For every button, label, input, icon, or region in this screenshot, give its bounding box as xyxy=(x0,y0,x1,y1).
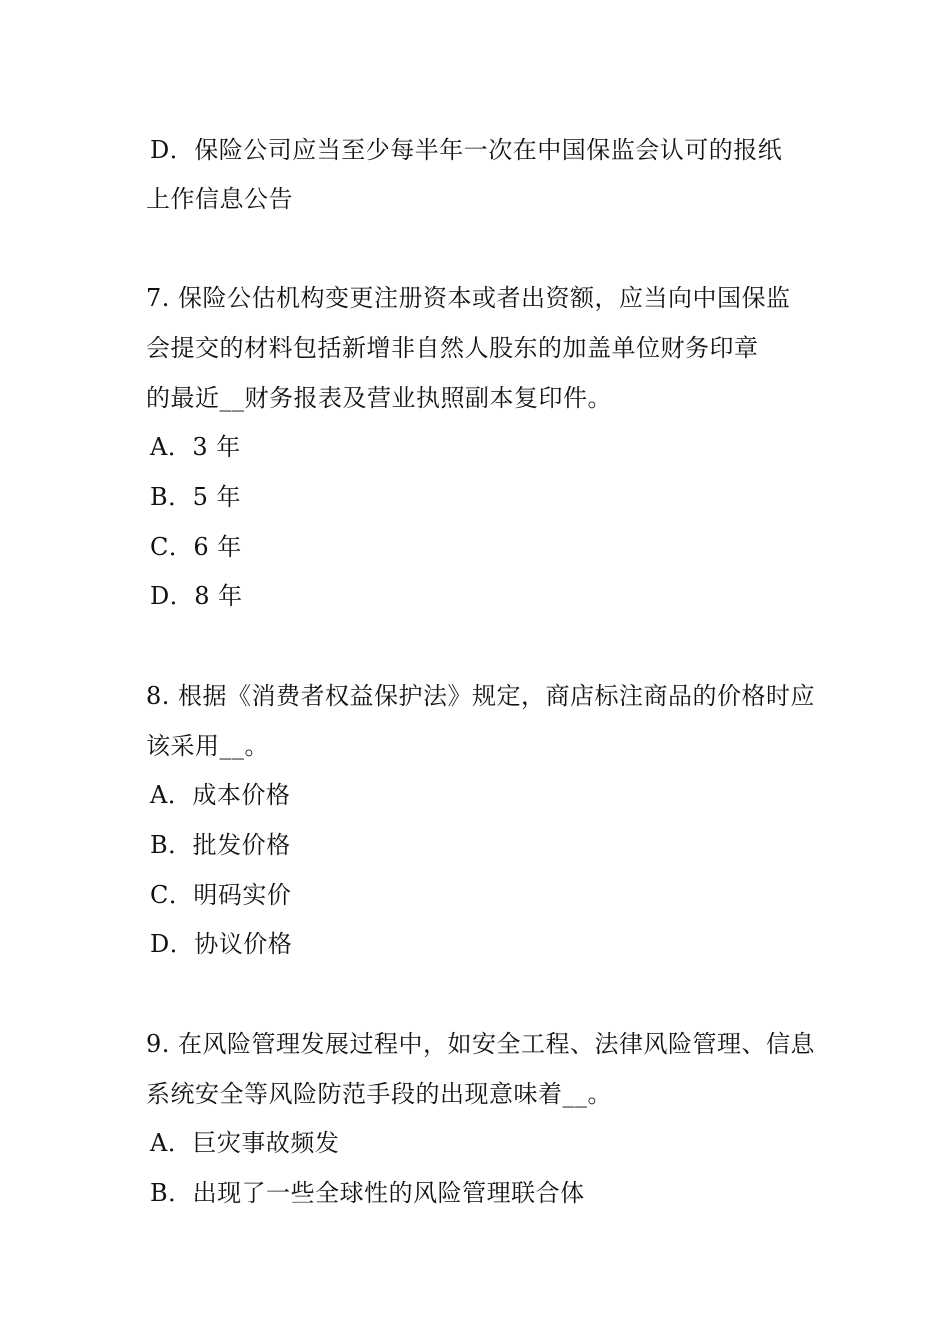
q7-option-a: A．3 年 xyxy=(150,433,241,461)
q8-option-b: B．批发价格 xyxy=(150,831,291,859)
q6-option-d-line2: 上作信息公告 xyxy=(146,185,293,213)
q8-option-a: A．成本价格 xyxy=(150,781,291,809)
q8-stem-line1: 8. 根据《消费者权益保护法》规定，商店标注商品的价格时应 xyxy=(146,682,816,710)
q8-option-d: D．协议价格 xyxy=(150,930,293,958)
q7-option-d: D．8 年 xyxy=(150,582,243,610)
q7-option-b: B．5 年 xyxy=(150,483,242,511)
q7-option-c: C．6 年 xyxy=(150,533,242,561)
q9-stem-line2: 系统安全等风险防范手段的出现意味着__。 xyxy=(146,1080,612,1108)
q9-stem-line1: 9. 在风险管理发展过程中，如安全工程、法律风险管理、信息 xyxy=(146,1030,816,1058)
q7-stem-line3: 的最近__财务报表及营业执照副本复印件。 xyxy=(146,384,612,412)
q9-option-b: B．出现了一些全球性的风险管理联合体 xyxy=(150,1179,585,1207)
q6-option-d-line1: D．保险公司应当至少每半年一次在中国保监会认可的报纸 xyxy=(150,136,783,164)
q9-option-a: A．巨灾事故频发 xyxy=(150,1129,340,1157)
q8-stem-line2: 该采用__。 xyxy=(146,732,269,760)
q8-option-c: C．明码实价 xyxy=(150,881,292,909)
q7-stem-line2: 会提交的材料包括新增非自然人股东的加盖单位财务印章 xyxy=(146,334,759,362)
q7-stem-line1: 7. 保险公估机构变更注册资本或者出资额，应当向中国保监 xyxy=(146,284,791,312)
